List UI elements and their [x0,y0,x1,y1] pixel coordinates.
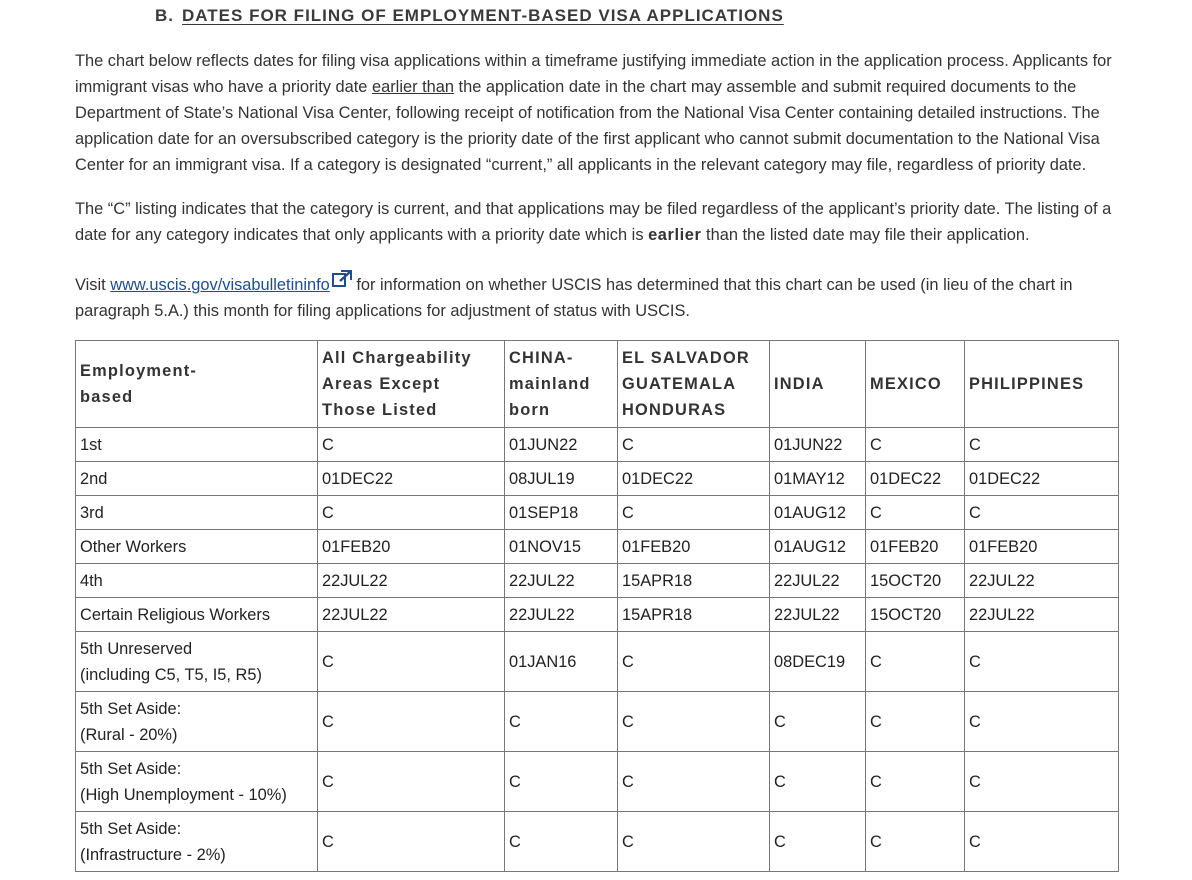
category-label: 5th Set Aside: [80,699,182,718]
column-header-line: MEXICO [870,375,942,393]
category-label: 1st [80,435,102,454]
date-cell: 22JUL22 [770,564,866,598]
category-cell [76,564,318,598]
category-label: 5th Unreserved [80,639,193,658]
date-cell: 22JUL22 [505,564,618,598]
column-header [618,341,770,428]
category-cell [76,752,318,812]
date-cell: C [318,752,505,812]
date-cell: 01FEB20 [618,530,770,564]
category-label: (Rural - 20%) [80,725,178,744]
external-link-icon[interactable] [332,270,352,288]
date-cell: C [770,812,866,872]
uscis-paragraph [75,270,1120,324]
date-cell: 01JAN16 [505,632,618,692]
date-cell: 01JUN22 [770,428,866,462]
current-bold-text: earlier [648,226,702,244]
column-header-line: based [80,388,134,406]
table-row [76,692,1119,752]
category-cell [76,496,318,530]
table-row [76,632,1119,692]
date-cell: C [618,428,770,462]
date-cell: 22JUL22 [770,598,866,632]
date-cell: C [618,692,770,752]
category-cell [76,462,318,496]
column-header-line: Employment- [80,362,198,380]
table-row [76,564,1119,598]
category-cell [76,812,318,872]
category-label: 3rd [80,503,104,522]
intro-text-1: The chart below reflects dates for filing visa applications within a timeframe justifying immediate action in the application process. Applicants for immigrant visas who have a priority date [75,52,1112,96]
date-cell: C [866,632,965,692]
current-listing-paragraph [75,196,1120,248]
date-cell: C [965,632,1119,692]
date-cell: 01AUG12 [770,530,866,564]
date-cell: C [965,428,1119,462]
column-header-line: INDIA [774,375,825,393]
date-cell: C [318,812,505,872]
current-text-2: than the listed date may file their application. [701,226,1030,244]
date-cell: 22JUL22 [318,598,505,632]
date-cell: 01DEC22 [318,462,505,496]
date-cell: C [618,632,770,692]
column-header-line: HONDURAS [622,401,727,419]
category-cell [76,428,318,462]
date-cell: 22JUL22 [318,564,505,598]
date-cell: C [318,632,505,692]
column-header-line: PHILIPPINES [969,375,1085,393]
column-header-line: EL SALVADOR [622,349,750,367]
column-header [965,341,1119,428]
uscis-link[interactable]: www.uscis.gov/visabulletininfo [110,276,330,294]
column-header [318,341,505,428]
date-cell: 01FEB20 [965,530,1119,564]
column-header-line: All Chargeability [322,349,472,367]
date-cell: C [505,752,618,812]
table-row [76,462,1119,496]
section-heading [155,6,784,26]
date-cell: C [866,428,965,462]
column-header [505,341,618,428]
category-label: (Infrastructure - 2%) [80,845,226,864]
filing-dates-table [75,340,1119,872]
table-row [76,428,1119,462]
date-cell: 22JUL22 [965,598,1119,632]
date-cell: C [965,692,1119,752]
date-cell: C [318,496,505,530]
category-cell [76,598,318,632]
category-label: (High Unemployment - 10%) [80,785,287,804]
table-header [76,341,1119,428]
date-cell: 01DEC22 [618,462,770,496]
category-label: (including C5, T5, I5, R5) [80,665,262,684]
category-label: 5th Set Aside: [80,759,182,778]
column-header [770,341,866,428]
date-cell: C [318,692,505,752]
date-cell: 15APR18 [618,598,770,632]
date-cell: C [965,752,1119,812]
column-header [76,341,318,428]
date-cell: 22JUL22 [505,598,618,632]
date-cell: 01NOV15 [505,530,618,564]
table-row [76,752,1119,812]
date-cell: 15OCT20 [866,598,965,632]
date-cell: 01DEC22 [965,462,1119,496]
section-title: DATES FOR FILING OF EMPLOYMENT-BASED VISA APPLICATIONS [182,6,784,25]
category-cell [76,530,318,564]
date-cell: C [770,692,866,752]
intro-paragraph [75,48,1120,178]
intro-text-2: the application date in the chart may assemble and submit required documents to the Department of State’s National Visa Center, following receipt of notification from the National Visa Center containing detailed instructions. The application date for an oversubscribed category is the priority date of the first applicant who cannot submit documentation to the National Visa Center for an immigrant visa. If a category is designated “current,” all applicants in the relevant category may file, regardless of priority date. [75,78,1100,174]
category-label: 5th Set Aside: [80,819,182,838]
date-cell: C [866,812,965,872]
table-row [76,598,1119,632]
column-header-line: GUATEMALA [622,375,737,393]
date-cell: C [618,496,770,530]
date-cell: C [318,428,505,462]
column-header-line: born [509,401,551,419]
category-label: Other Workers [80,537,187,556]
category-cell [76,632,318,692]
section-letter: B. [155,6,174,25]
date-cell: C [618,752,770,812]
table-row [76,530,1119,564]
date-cell: 01SEP18 [505,496,618,530]
column-header-line: mainland [509,375,591,393]
date-cell: 01FEB20 [318,530,505,564]
date-cell: C [965,812,1119,872]
date-cell: 22JUL22 [965,564,1119,598]
table-row [76,496,1119,530]
date-cell: C [770,752,866,812]
date-cell: 01DEC22 [866,462,965,496]
date-cell: 08DEC19 [770,632,866,692]
date-cell: C [618,812,770,872]
date-cell: 15OCT20 [866,564,965,598]
date-cell: C [505,692,618,752]
date-cell: 01MAY12 [770,462,866,496]
current-text-1: The “C” listing indicates that the category is current, and that applications may be filed regardless of the applicant’s priority date. The listing of a date for any category indicates that only applicants with a priority date which is [75,200,1112,244]
category-label: 4th [80,571,103,590]
date-cell: 01FEB20 [866,530,965,564]
column-header [866,341,965,428]
category-cell [76,692,318,752]
category-label: 2nd [80,469,108,488]
date-cell: C [505,812,618,872]
intro-underlined-text: earlier than [371,78,454,96]
table-body [76,428,1119,872]
column-header-line: CHINA- [509,349,574,367]
date-cell: 01AUG12 [770,496,866,530]
date-cell: 15APR18 [618,564,770,598]
date-cell: C [866,752,965,812]
category-label: Certain Religious Workers [80,605,271,624]
column-header-line: Those Listed [322,401,438,419]
date-cell: C [866,692,965,752]
table-row [76,812,1119,872]
column-header-line: Areas Except [322,375,441,393]
date-cell: C [965,496,1119,530]
date-cell: 01JUN22 [505,428,618,462]
uscis-text-suffix: for information on whether USCIS has determined that this chart can be used (in lieu of the chart in paragraph 5.A.) this month for filing applications for adjustment of status with USCIS. [75,276,1073,320]
uscis-text-prefix: Visit [75,276,111,294]
date-cell: 08JUL19 [505,462,618,496]
header-row [76,341,1119,428]
date-cell: C [866,496,965,530]
